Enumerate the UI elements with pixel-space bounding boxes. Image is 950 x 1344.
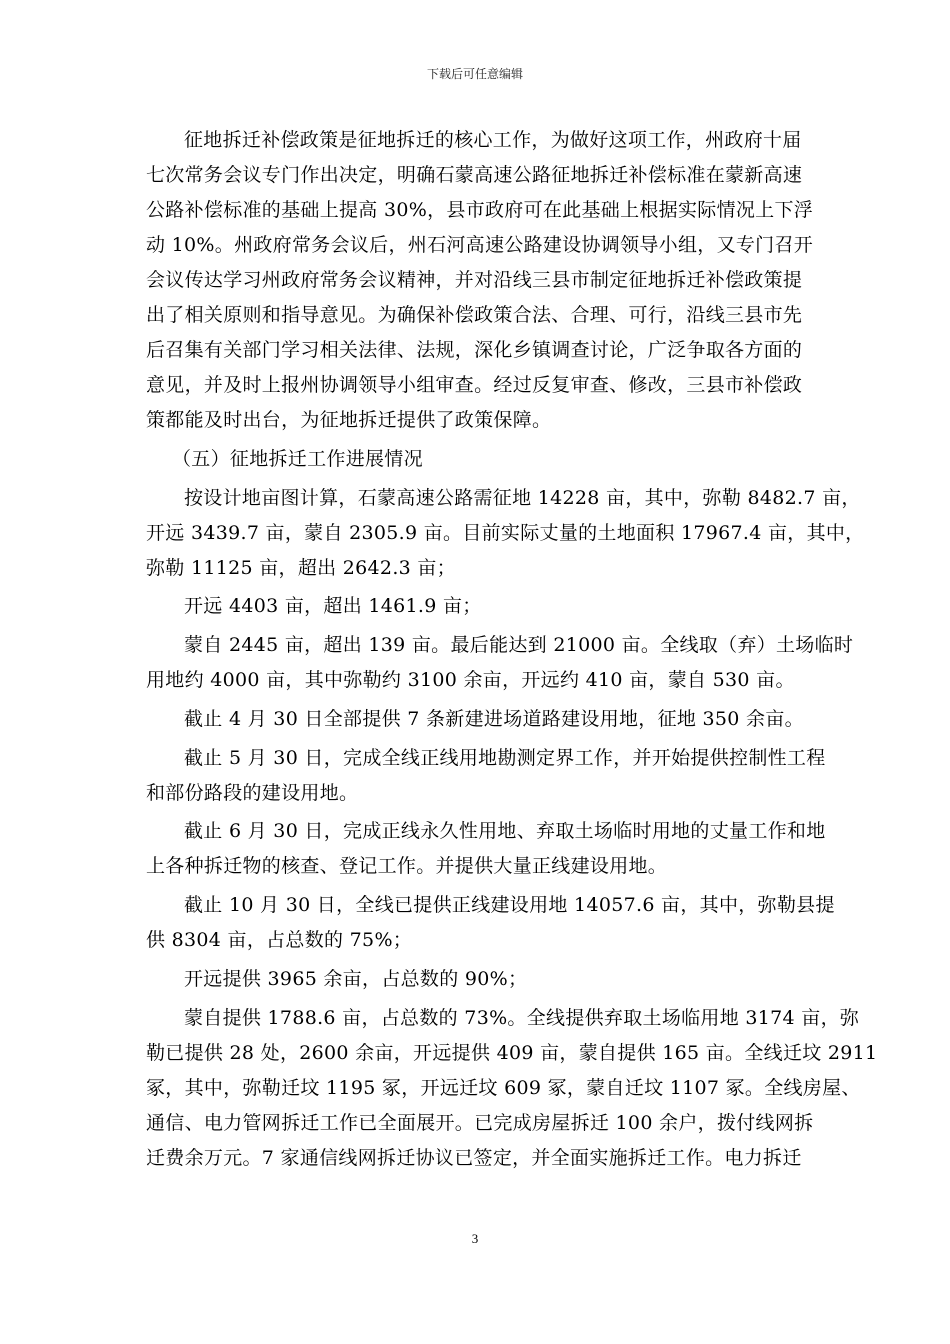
paragraph-line: 供 8304 亩，占总数的 75%； [146,929,413,951]
paragraph-line: 截止 6 月 30 日，完成正线永久性用地、弃取土场临时用地的丈量工作和地 [184,820,826,842]
paragraph-line: 七次常务会议专门作出决定，明确石蒙高速公路征地拆迁补偿标准在蒙新高速 [146,164,803,186]
paragraph-line: 开远 4403 亩，超出 1461.9 亩； [184,595,482,617]
paragraph-line: 开远 3439.7 亩，蒙自 2305.9 亩。目前实际丈量的土地面积 17967.4 亩，其中， [146,522,865,544]
page-header: 下载后可任意编辑 [426,67,523,81]
paragraph-line: 截止 5 月 30 日，完成全线正线用地勘测定界工作，并开始提供控制性工程 [184,747,826,769]
paragraph-line: 公路补偿标准的基础上提高 30%，县市政府可在此基础上根据实际情况上下浮 [146,199,814,221]
paragraph-line: 动 10%。州政府常务会议后，州石河高速公路建设协调领导小组，又专门召开 [146,234,814,256]
paragraph-line: 开远提供 3965 余亩，占总数的 90%； [184,968,528,990]
paragraph-line: 通信、电力管网拆迁工作已全面展开。已完成房屋拆迁 100 余户，拨付线网拆 [146,1112,814,1134]
paragraph-line: 截止 10 月 30 日，全线已提供正线建设用地 14057.6 亩，其中，弥勒县提 [184,894,835,916]
section-heading: （五）征地拆迁工作进展情况 [172,448,423,470]
page-number: 3 [471,1231,479,1246]
paragraph-line: 和部份路段的建设用地。 [146,782,359,804]
paragraph-line: 策都能及时出台，为征地拆迁提供了政策保障。 [146,409,552,431]
paragraph-line: 出了相关原则和指导意见。为确保补偿政策合法、合理、可行，沿线三县市先 [146,304,803,326]
paragraph-line: 按设计地亩图计算，石蒙高速公路需征地 14228 亩，其中，弥勒 8482.7 亩， [184,487,861,509]
paragraph-line: 弥勒 11125 亩，超出 2642.3 亩； [146,557,456,579]
paragraph-line: 用地约 4000 亩，其中弥勒约 3100 余亩，开远约 410 亩，蒙自 530 亩。 [146,669,795,691]
paragraph-line: 冢，其中，弥勒迁坟 1195 冢，开远迁坟 609 冢，蒙自迁坟 1107 冢。全线房屋、 [146,1077,861,1099]
paragraph-line: 截止 4 月 30 日全部提供 7 条新建进场道路建设用地，征地 350 余亩。 [184,708,804,730]
paragraph-line: 会议传达学习州政府常务会议精神，并对沿线三县市制定征地拆迁补偿政策提 [146,269,803,291]
paragraph-line: 后召集有关部门学习相关法律、法规，深化乡镇调查讨论，广泛争取各方面的 [146,339,803,361]
paragraph-line: 蒙自提供 1788.6 亩，占总数的 73%。全线提供弃取土场临用地 3174 亩，弥 [184,1007,860,1029]
paragraph-line: 意见，并及时上报州协调领导小组审查。经过反复审查、修改，三县市补偿政 [146,374,803,396]
paragraph-line: 勒已提供 28 处，2600 余亩，开远提供 409 亩，蒙自提供 165 亩。全线迁坟 2911 [146,1042,878,1064]
paragraph-line: 蒙自 2445 亩，超出 139 亩。最后能达到 21000 亩。全线取（弃）土场临时 [184,634,854,656]
paragraph-line: 迁费余万元。7 家通信线网拆迁协议已签定，并全面实施拆迁工作。电力拆迁 [146,1147,802,1169]
paragraph-line: 征地拆迁补偿政策是征地拆迁的核心工作，为做好这项工作，州政府十届 [184,129,802,151]
paragraph-line: 上各种拆迁物的核查、登记工作。并提供大量正线建设用地。 [146,855,668,877]
